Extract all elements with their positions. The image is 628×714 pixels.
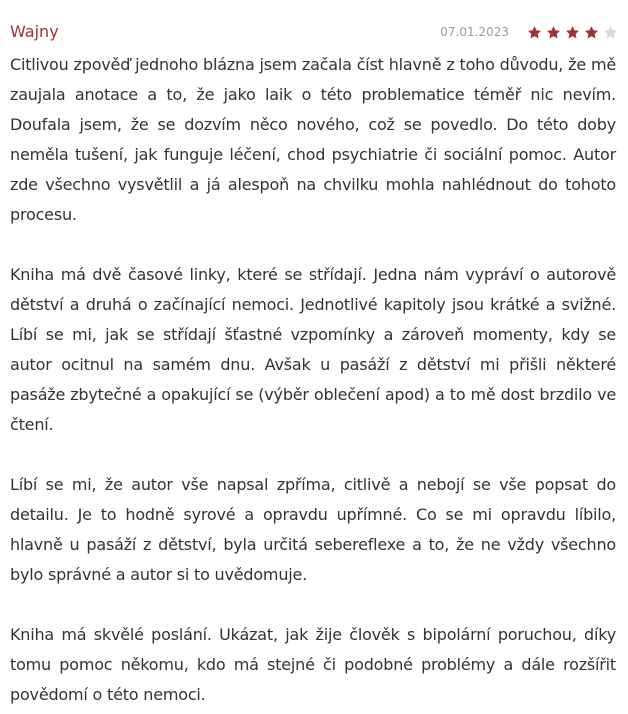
star-icon — [565, 25, 580, 40]
review-author[interactable]: Wajny — [10, 22, 59, 41]
review-meta — [440, 18, 618, 46]
star-icon — [584, 25, 599, 40]
star-icon — [527, 25, 542, 40]
review-paragraph: Kniha má skvělé poslání. Ukázat, jak žije člověk s bipolární poruchou, díky tomu pomoc někomu, kdo má stejné či podobné problémy a dále rozšířit povědomí o této nemoci. — [10, 625, 616, 704]
review-date: 07.01.2023 — [440, 25, 509, 39]
rating-stars — [523, 25, 618, 40]
star-icon — [603, 25, 618, 40]
review-body — [10, 50, 616, 710]
review-header — [10, 18, 618, 46]
star-icon — [546, 25, 561, 40]
review-paragraph: Citlivou zpověď jednoho blázna jsem začala číst hlavně z toho důvodu, že mě zaujala anotace a to, že jako laik o této problematice téměř nic nevím. Doufala jsem, že se dozvím něco nového, což se povedlo. Do této doby neměla tušení, jak funguje léčení, chod psychiatrie či sociální pomoc. Autor zde všechno vysvětlil a já alespoň na chvilku mohla nahlédnout do tohoto procesu. — [10, 55, 616, 224]
review-paragraph: Kniha má dvě časové linky, které se střídají. Jedna nám vypráví o autorově dětství a druhá o začínající nemoci. Jednotlivé kapitoly jsou krátké a svižné. Líbí se mi, jak se střídají šťastné vzpomínky a zároveň momenty, kdy se autor ocitnul na samém dnu. Avšak u pasáží z dětství mi přišli některé pasáže zbytečné a opakující se (výběr oblečení apod) a to mě dost brzdilo ve čtení. — [10, 265, 616, 434]
review-paragraph: Líbí se mi, že autor vše napsal zpříma, citlivě a nebojí se vše popsat do detailu. Je to hodně syrové a opravdu upřímné. Co se mi opravdu líbilo, hlavně u pasáží z dětství, byla určitá sebereflexe a to, že ne vždy všechno bylo správné a autor si to uvědomuje. — [10, 475, 616, 584]
